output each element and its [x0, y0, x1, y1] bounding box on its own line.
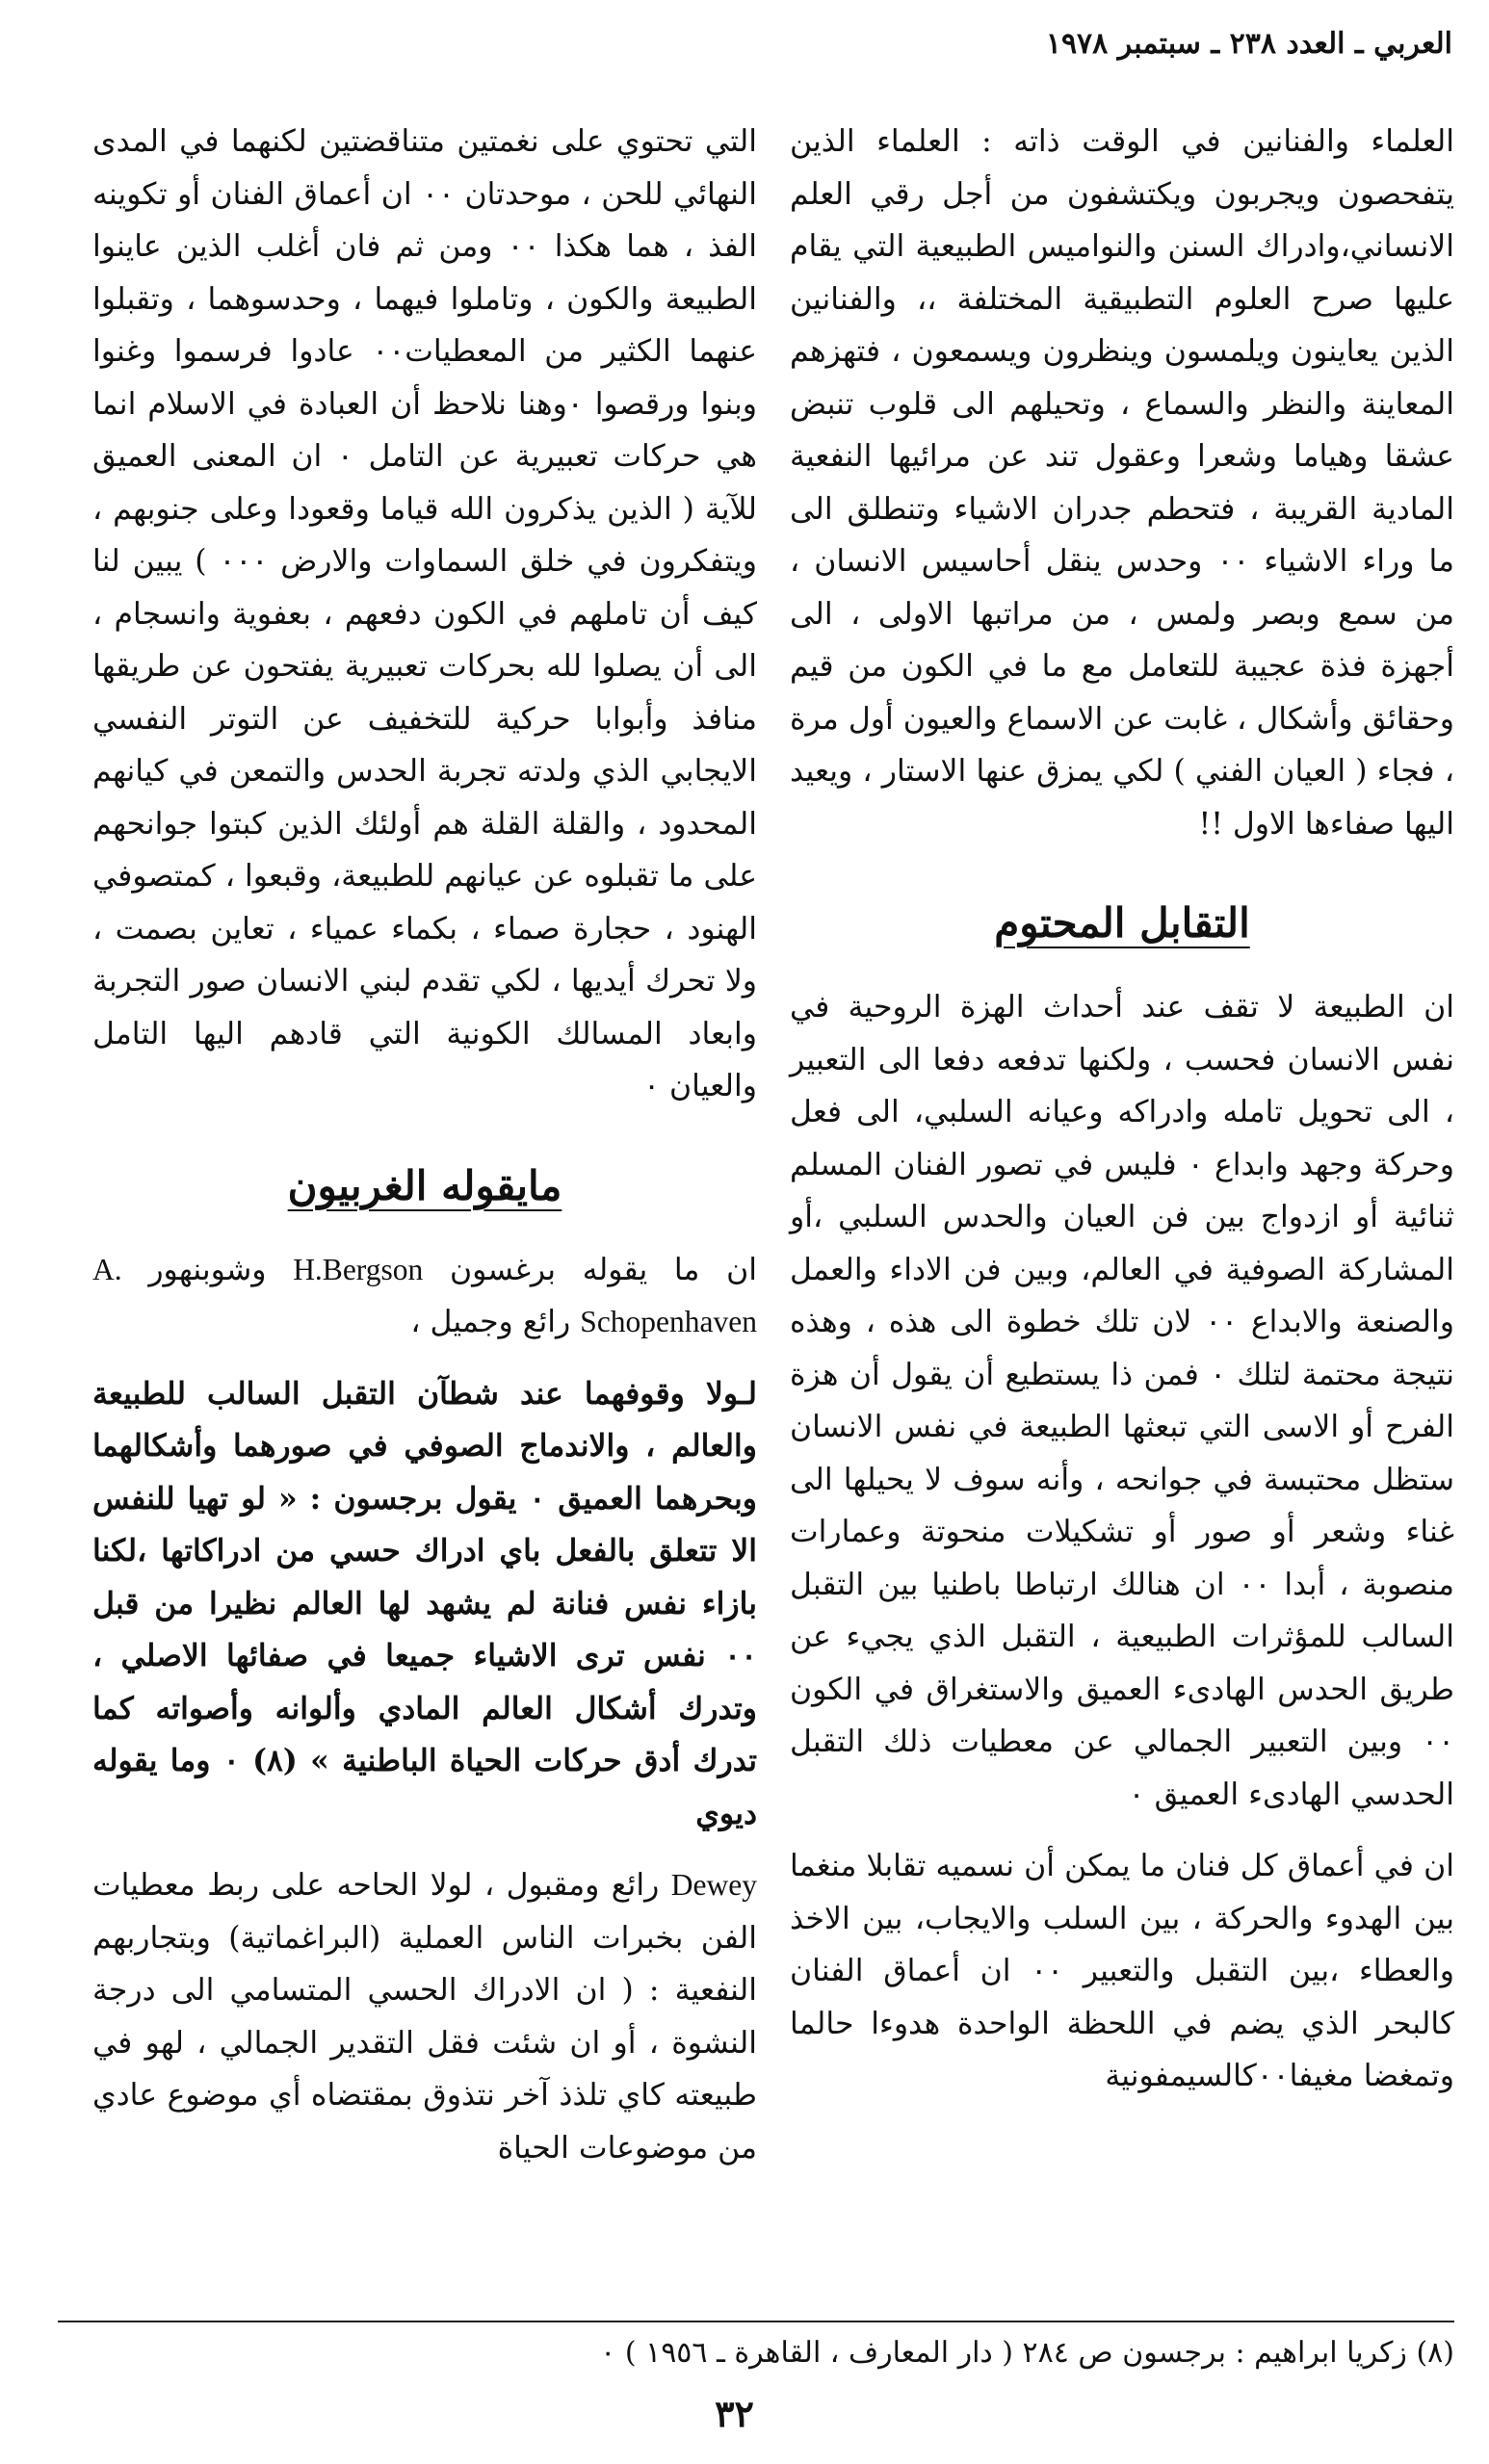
schopenhauer-latin-name: A. Schopenhaven	[92, 1252, 757, 1338]
body-paragraph: ان في أعماق كل فنان ما يمكن أن نسميه تقابلا منغما بين الهدوء والحركة ، بين السلب والايجاب، بين الاخذ والعطاء ،بين التقبل والتعبير ٠٠ ان أعماق الفنان كالبحر الذي يضم في اللحظة الواحدة هدوءا حالما وتمغضا مغيفا٠٠كالسيمفونية	[790, 1849, 1455, 2093]
dewey-latin-name: Dewey	[670, 1868, 758, 1902]
authors-line	[92, 1244, 757, 1349]
footnote-divider	[58, 2321, 1454, 2322]
continuation-paragraph: التي تحتوي على نغمتين متناقضتين لكنهما في المدى النهائي للحن ، موحدتان ٠٠ ان أعماق الفنان أو تكوينه الفذ ، هما هكذا ٠٠ ومن ثم فان أغلب الذين عاينوا الطبيعة والكون ، وتاملوا فيهما ، وحدسوهما ، وتقبلوا عنهما الكثير من المعطيات٠٠ عادوا فرسموا وغنوا وبنوا ورقصوا ٠وهنا نلاحظ أن العبادة في الاسلام انما هي حركات تعبيرية عن التامل ٠ ان المعنى العميق للآية ( الذين يذكرون الله قياما وقعودا وعلى جنوبهم ، ويتفكرون في خلق السماوات والارض ٠٠٠ ) يبين لنا كيف أن تاملهم في الكون دفعهم ، بعفوية وانسجام ، الى أن يصلوا لله بحركات تعبيرية يفتحون عن طريقها منافذ وأبوابا حركية للتخفيف عن التوتر النفسي الايجابي الذي ولدته تجربة الحدس والتمعن في كيانهم المحدود ، والقلة القلة هم أولئك الذين كبتوا جوانحهم على ما تقبلوه عن عيانهم للطبيعة، وقبعوا ، كمتصوفي الهنود ، حجارة صماء ، بكماء عمياء ، تعاين بصمت ، ولا تحرك أيديها ، لكي تقدم لبني الانسان صور التجربة وابعاد المسالك الكونية التي قادهم اليها التامل والعيان ٠	[92, 124, 758, 1103]
running-head: العربي ـ العدد ٢٣٨ ـ سبتمبر ١٩٧٨	[1045, 27, 1452, 61]
footnote: (٨) زكريا ابراهيم : برجسون ص ٢٨٤ ( دار المعارف ، القاهرة ـ ١٩٥٦ ) ٠	[600, 2336, 1454, 2370]
authors-text: رائع وجميل ،	[410, 1305, 571, 1339]
bergson-latin-name: H.Bergson	[293, 1252, 424, 1286]
right-column	[790, 116, 1454, 2103]
authors-text: وشوبنهور	[148, 1252, 267, 1287]
dewey-paragraph	[92, 1859, 757, 2174]
authors-text: ان ما يقوله برغسون	[449, 1252, 757, 1287]
body-paragraph: ان الطبيعة لا تقف عند أحداث الهزة الروحية في نفس الانسان فحسب ، ولكنها تدفعه دفعا الى التعبير ، الى تحويل تامله وادراكه وعيانه السلبي، الى فعل وحركة وجهد وابداع ٠ فليس في تصور الفنان المسلم ثنائية أو ازدواج بين فن العيان والحدس السلبي ،أو المشاركة الصوفية في العالم، وبين فن الاداء والعمل والصنعة والابداع ٠٠ لان تلك خطوة الى هذه ، وهذه نتيجة محتمة لتلك ٠ فمن ذا يستطيع أن يقول أن هزة الفرح أو الاسى التي تبعثها الطبيعة في نفس الانسان ستظل محتبسة في جوانحه ، وأنه سوف لا يحيلها الى غناء وشعر أو صور أو تشكيلات منحوتة وعمارات منصوبة ، أبدا ٠٠ ان هنالك ارتباطا باطنيا بين التقبل السالب للمؤثرات الطبيعية ، التقبل الذي يجيء عن طريق الحدس الهادىء العميق والاستغراق في الكون ٠٠ وبين التعبير الجمالي عن معطيات ذلك التقبل الحدسي الهادىء العميق ٠	[790, 990, 1455, 1812]
dewey-text: رائع ومقبول ، لولا الحاحه على ربط معطيات الفن بخبرات الناس العملية (البراغماتية) وبتجاربهم النفعية : ( ان الادراك الحسي المتسامي الى درجة النشوة ، أو ان شئت فقل التقدير الجمالي ، لهو في طبيعته كاي تلذذ آخر نتذوق بمقتضاه أي موضوع عادي من موضوعات الحياة	[92, 1868, 757, 2166]
intro-paragraph: العلماء والفنانين في الوقت ذاته : العلماء الذين يتفحصون ويجربون ويكتشفون من أجل رقي العلم الانساني،وادراك السنن والنواميس الطبيعية التي يقام عليها صرح العلوم التطبيقية المختلفة ،، والفنانين الذين يعاينون ويلمسون وينظرون ويسمعون ، فتهزهم المعاينة والنظر والسماع ، وتحيلهم الى قلوب تنبض عشقا وهياما وشعرا وعقول تند عن مرائيها النفعية المادية القريبة ، فتحطم جدران الاشياء وتنطلق الى ما وراء الاشياء ٠٠ وحدس ينقل أحاسيس الانسان ، من سمع وبصر ولمس ، من مراتبها الاولى ، الى أجهزة فذة عجيبة للتعامل مع ما في الكون من قيم وحقائق وأشكال ، غابت عن الاسماع والعيون أول مرة ، فجاء ( العيان الفني ) لكي يمزق عنها الاستار ، ويعيد اليها صفاءها الاول !!	[790, 124, 1454, 842]
section-heading-westerners: مايقوله الغربيون	[287, 1161, 562, 1209]
left-column	[92, 116, 757, 2174]
emphasis-paragraph: لـولا وقوفهما عند شطآن التقبل السالب للطبيعة والعالم ، والاندماج الصوفي في صورهما وأشكالهما وبحرهما العميق ٠ يقول برجسون : « لو تهيا للنفس الا تتعلق بالفعل باي ادراك حسي من ادراكاتها ،لكنا بازاء نفس فنانة لم يشهد لها العالم نظيرا من قبل ٠٠ نفس ترى الاشياء جميعا في صفائها الاصلي ، وتدرك أشكال العالم المادي وألوانه وأصواته كما تدرك أدق حركات الحياة الباطنية » (٨) ٠ وما يقوله ديوي	[92, 1375, 758, 1831]
section-heading-inevitable-encounter: التقابل المحتوم	[994, 899, 1250, 947]
page-number: ٣٢	[715, 2392, 754, 2435]
